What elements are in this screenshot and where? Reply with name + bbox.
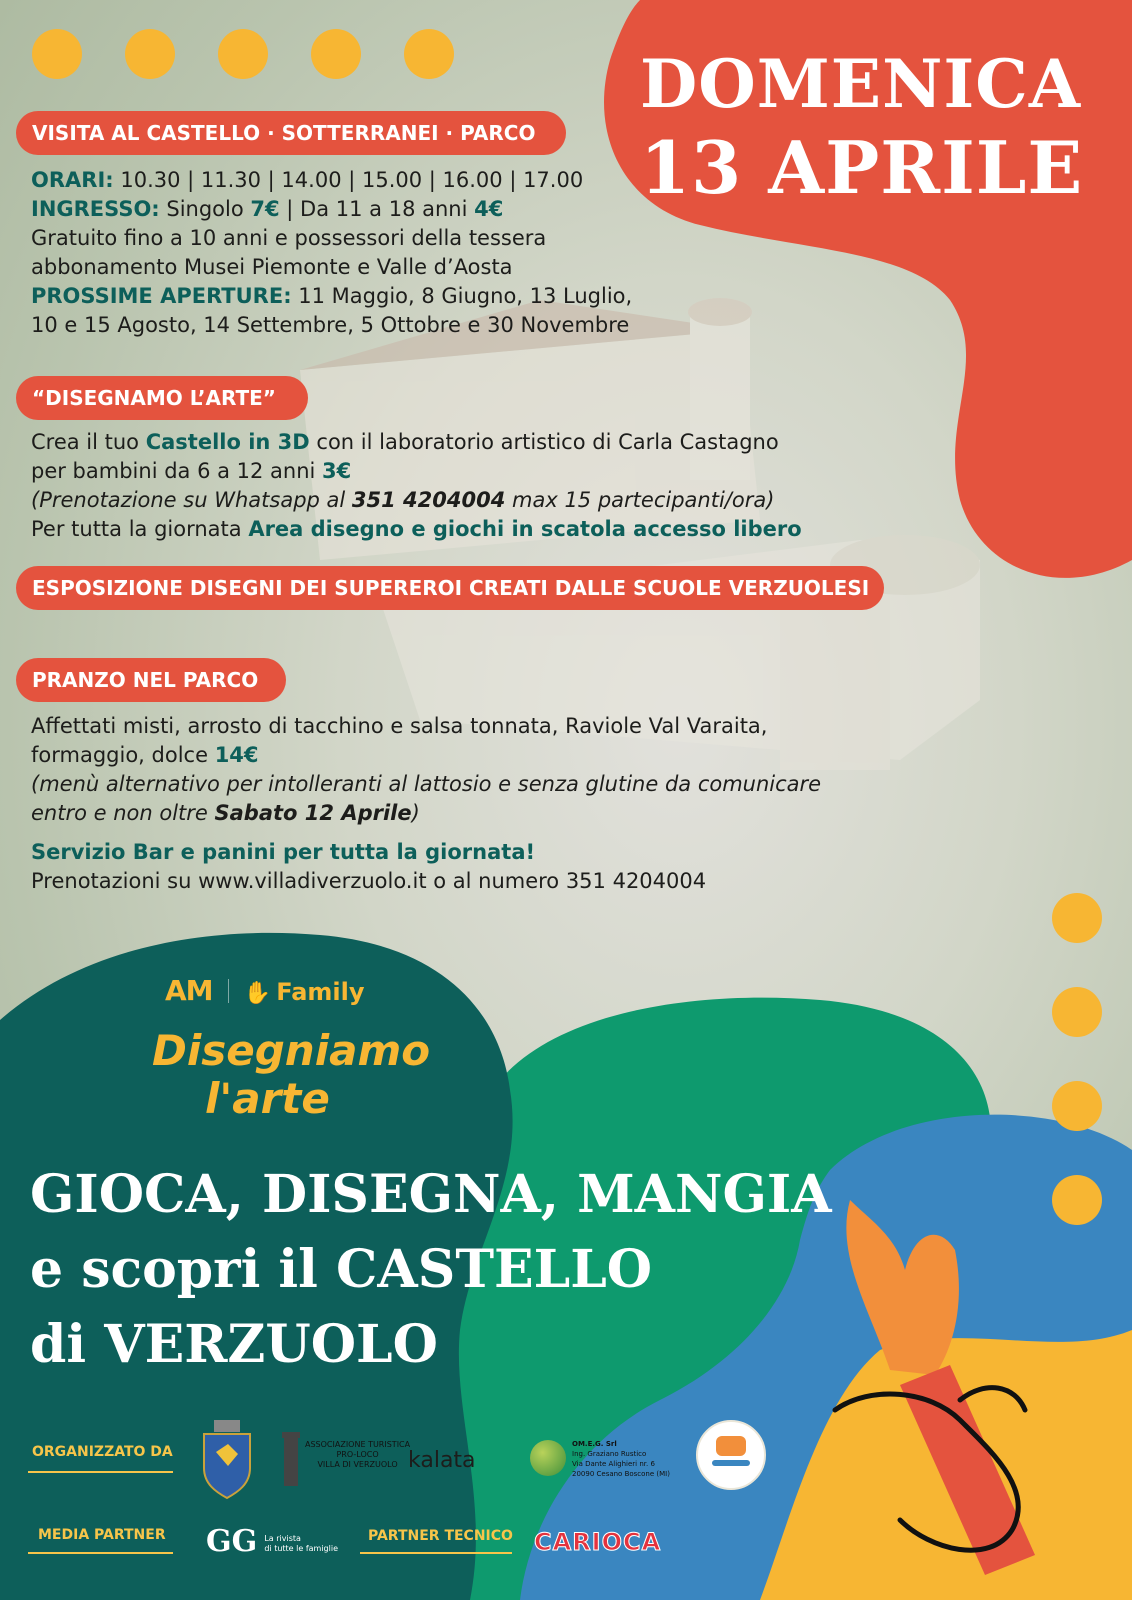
gg-tagline-text: La rivista bbox=[264, 1534, 301, 1543]
brand-logo-row bbox=[165, 974, 365, 1006]
body-text: con il laboratorio artistico di Carla Castagno bbox=[309, 430, 779, 454]
script-title-1: Disegniamo bbox=[152, 1026, 431, 1075]
disegnamo-details bbox=[31, 428, 802, 544]
carioca-logo: CARIOCA bbox=[534, 1528, 662, 1556]
decorative-dot bbox=[1052, 1175, 1102, 1225]
gratuito-line: abbonamento Musei Piemonte e Valle d’Aosta bbox=[31, 255, 513, 279]
omeg-text: OM.E.G. Srl bbox=[572, 1440, 617, 1448]
price-laboratorio: 3€ bbox=[322, 459, 352, 483]
omeg-text: Ing. Graziano Rustico bbox=[572, 1450, 647, 1458]
scuola-badge-icon bbox=[696, 1420, 766, 1490]
decorative-dot bbox=[1052, 987, 1102, 1037]
partner-tecnico-label: PARTNER TECNICO bbox=[368, 1528, 513, 1544]
gg-tagline-text: di tutte le famiglie bbox=[264, 1544, 338, 1553]
logo-divider bbox=[228, 979, 229, 1003]
hand-icon: ✋ bbox=[243, 981, 272, 1006]
omeg-text: Via Dante Alighieri nr. 6 bbox=[572, 1460, 655, 1468]
note-text: max 15 partecipanti/ora) bbox=[505, 488, 775, 512]
organizzato-label: ORGANIZZATO DA bbox=[32, 1444, 173, 1460]
prossime-label: PROSSIME APERTURE: bbox=[31, 284, 292, 308]
omeg-text: 20090 Cesano Boscone (MI) bbox=[572, 1470, 670, 1478]
decorative-dot bbox=[1052, 1081, 1102, 1131]
whatsapp-number: 351 4204004 bbox=[351, 488, 506, 512]
orari-label: ORARI: bbox=[31, 168, 114, 192]
prossime-dates: 10 e 15 Agosto, 14 Settembre, 5 Ottobre e 30 Novembre bbox=[31, 313, 630, 337]
ingresso-text: | Da 11 a 18 anni bbox=[279, 197, 475, 221]
price-ridotto: 4€ bbox=[474, 197, 504, 221]
menu-line: Affettati misti, arrosto di tacchino e salsa tonnata, Raviole Val Varaita, bbox=[31, 714, 768, 738]
section-title-disegnamo: “DISEGNAMO L’ARTE” bbox=[16, 376, 308, 420]
body-text: Crea il tuo bbox=[31, 430, 146, 454]
proloco-tower-icon bbox=[280, 1430, 302, 1486]
bar-service: Servizio Bar e panini per tutta la giornata! bbox=[31, 840, 536, 864]
section-title-esposizione: ESPOSIZIONE DISEGNI DEI SUPEREROI CREATI DALLE SCUOLE VERZUOLESI bbox=[16, 566, 884, 610]
proloco-logo bbox=[305, 1440, 410, 1470]
decorative-dot bbox=[404, 29, 454, 79]
decorative-dot bbox=[218, 29, 268, 79]
section-title-pranzo: PRANZO NEL PARCO bbox=[16, 658, 286, 702]
price-pranzo: 14€ bbox=[214, 743, 259, 767]
proloco-text: VILLA DI VERZUOLO bbox=[317, 1460, 398, 1469]
note-text: (Prenotazione su Whatsapp al bbox=[31, 488, 352, 512]
price-singolo: 7€ bbox=[250, 197, 280, 221]
proloco-text: PRO-LOCO bbox=[336, 1450, 379, 1459]
family-logo: Family bbox=[276, 978, 365, 1006]
prossime-dates: 11 Maggio, 8 Giugno, 13 Luglio, bbox=[291, 284, 633, 308]
script-title-2: l'arte bbox=[205, 1074, 330, 1123]
ingresso-label: INGRESSO: bbox=[31, 197, 160, 221]
label-underline bbox=[28, 1471, 173, 1473]
menu-line: formaggio, dolce bbox=[31, 743, 215, 767]
decorative-dot bbox=[125, 29, 175, 79]
body-text: per bambini da 6 a 12 anni bbox=[31, 459, 323, 483]
castello-3d: Castello in 3D bbox=[145, 430, 310, 454]
headline-line-2: e scopri il CASTELLO bbox=[30, 1239, 653, 1300]
orari-value: 10.30 | 11.30 | 14.00 | 15.00 | 16.00 | 17.00 bbox=[113, 168, 584, 192]
kalata-logo: kalata bbox=[408, 1448, 476, 1473]
date-line-1: DOMENICA bbox=[640, 45, 1082, 123]
section-title-visita: VISITA AL CASTELLO · SOTTERRANEI · PARCO bbox=[16, 111, 566, 155]
visita-details bbox=[31, 166, 632, 340]
menu-note: entro e non oltre bbox=[31, 801, 215, 825]
comune-crest-icon bbox=[198, 1418, 256, 1500]
media-partner-label: MEDIA PARTNER bbox=[38, 1527, 166, 1543]
body-text: Per tutta la giornata bbox=[31, 517, 249, 541]
gg-tagline bbox=[264, 1534, 338, 1554]
bar-details bbox=[31, 838, 706, 896]
ingresso-text: Singolo bbox=[159, 197, 251, 221]
decorative-dot bbox=[311, 29, 361, 79]
gg-mark: GG bbox=[206, 1524, 258, 1559]
headline-line-1: GIOCA, DISEGNA, MANGIA bbox=[30, 1164, 832, 1225]
date-line-2: 13 APRILE bbox=[640, 125, 1084, 210]
badge-mark bbox=[716, 1436, 746, 1456]
proloco-text: ASSOCIAZIONE TURISTICA bbox=[305, 1440, 411, 1449]
badge-mark bbox=[712, 1460, 750, 1466]
pranzo-details bbox=[31, 712, 821, 828]
label-underline bbox=[28, 1552, 173, 1554]
deadline-date: Sabato 12 Aprile bbox=[214, 801, 412, 825]
area-disegno: Area disegno e giochi in scatola accesso libero bbox=[248, 517, 802, 541]
booking-info: Prenotazioni su www.villadiverzuolo.it o al numero 351 4204004 bbox=[31, 869, 707, 893]
omeg-globe-icon bbox=[530, 1440, 566, 1476]
gg-logo bbox=[206, 1524, 338, 1559]
label-underline bbox=[360, 1552, 512, 1554]
gratuito-line: Gratuito fino a 10 anni e possessori della tessera bbox=[31, 226, 547, 250]
menu-note: ) bbox=[411, 801, 420, 825]
omeg-logo bbox=[572, 1439, 670, 1479]
menu-note: (menù alternativo per intolleranti al lattosio e senza glutine da comunicare bbox=[31, 772, 822, 796]
am-logo: AM bbox=[165, 974, 213, 1007]
decorative-dot bbox=[32, 29, 82, 79]
decorative-dot bbox=[1052, 893, 1102, 943]
headline-line-3: di VERZUOLO bbox=[30, 1314, 438, 1375]
